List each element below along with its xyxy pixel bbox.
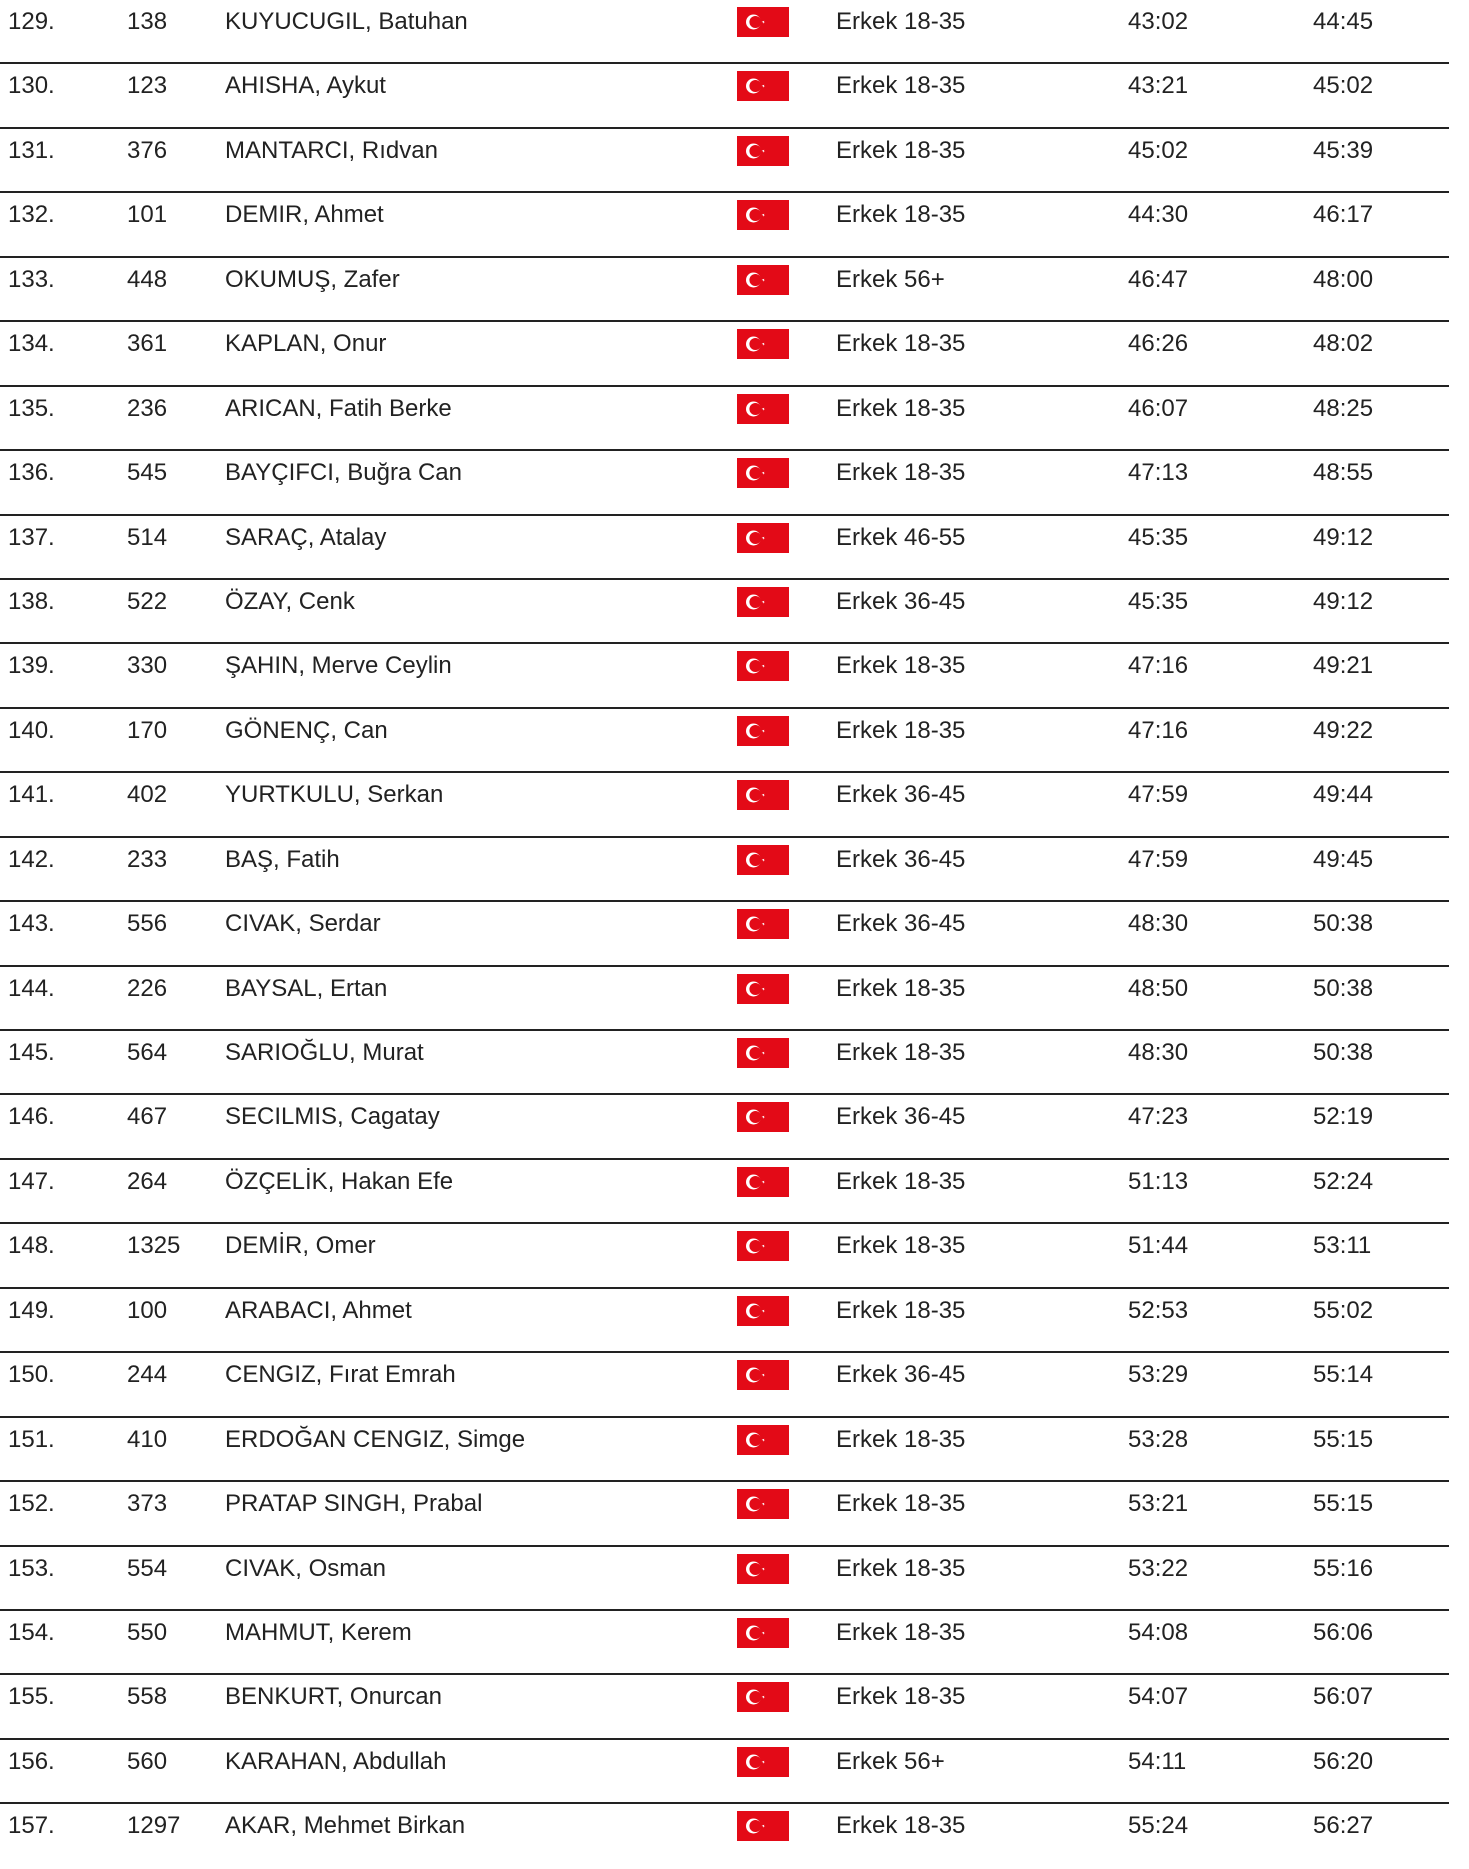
turkey-flag-icon xyxy=(737,1554,789,1584)
bib-cell: 560 xyxy=(127,1747,168,1775)
name-cell[interactable]: BAYÇIFCI, Buğra Can xyxy=(225,459,462,487)
time-cell-1: 51:13 xyxy=(1128,1167,1189,1195)
table-row[interactable] xyxy=(0,1160,1449,1224)
category-cell: Erkek 18-35 xyxy=(836,8,966,35)
bib-cell: 101 xyxy=(127,201,168,229)
time-cell-2: 55:02 xyxy=(1313,1296,1374,1324)
turkey-flag-icon xyxy=(737,1360,789,1390)
table-row[interactable] xyxy=(0,322,1449,386)
name-cell[interactable]: BAYSAL, Ertan xyxy=(225,974,388,1002)
turkey-flag-icon xyxy=(737,7,789,37)
bib-cell: 1297 xyxy=(127,1812,181,1840)
name-cell[interactable]: AHISHA, Aykut xyxy=(225,72,386,100)
turkey-flag-icon xyxy=(737,329,789,359)
turkey-flag-icon xyxy=(737,716,789,746)
turkey-flag-icon xyxy=(737,1747,789,1777)
time-cell-2: 56:06 xyxy=(1313,1618,1374,1646)
time-cell-2: 50:38 xyxy=(1313,974,1374,1002)
name-cell[interactable]: ARABACI, Ahmet xyxy=(225,1296,412,1324)
time-cell-2: 48:00 xyxy=(1313,265,1374,293)
turkey-flag-icon xyxy=(737,780,789,810)
time-cell-1: 47:23 xyxy=(1128,1103,1189,1131)
bib-cell: 233 xyxy=(127,845,168,873)
rank-cell: 138. xyxy=(8,587,55,615)
table-row[interactable] xyxy=(0,1675,1449,1739)
turkey-flag-icon xyxy=(737,71,789,101)
rank-cell: 149. xyxy=(8,1296,55,1324)
time-cell-2: 56:27 xyxy=(1313,1812,1374,1840)
table-row[interactable] xyxy=(0,1611,1449,1675)
name-cell[interactable]: MAHMUT, Kerem xyxy=(225,1618,412,1646)
time-cell-2: 48:25 xyxy=(1313,394,1374,422)
rank-cell: 142. xyxy=(8,845,55,873)
category-cell: Erkek 36-45 xyxy=(836,1103,966,1131)
turkey-flag-icon xyxy=(737,1038,789,1068)
name-cell[interactable]: ERDOĞAN CENGIZ, Simge xyxy=(225,1425,526,1453)
name-cell[interactable]: CIVAK, Serdar xyxy=(225,910,381,938)
time-cell-1: 45:02 xyxy=(1128,136,1189,164)
name-cell[interactable]: OKUMUŞ, Zafer xyxy=(225,265,400,293)
category-cell: Erkek 36-45 xyxy=(836,781,966,809)
name-cell[interactable]: ARICAN, Fatih Berke xyxy=(225,394,452,422)
time-cell-2: 55:14 xyxy=(1313,1361,1374,1389)
bib-cell: 373 xyxy=(127,1490,168,1518)
bib-cell: 100 xyxy=(127,1296,168,1324)
time-cell-2: 56:07 xyxy=(1313,1683,1374,1711)
category-cell: Erkek 18-35 xyxy=(836,1554,966,1582)
category-cell: Erkek 18-35 xyxy=(836,1167,966,1195)
category-cell: Erkek 18-35 xyxy=(836,1039,966,1066)
time-cell-2: 45:39 xyxy=(1313,136,1374,164)
name-cell[interactable]: ÖZÇELİK, Hakan Efe xyxy=(225,1167,454,1195)
time-cell-1: 54:08 xyxy=(1128,1618,1189,1646)
category-cell: Erkek 36-45 xyxy=(836,910,966,938)
time-cell-2: 56:20 xyxy=(1313,1747,1374,1775)
turkey-flag-icon xyxy=(737,1102,789,1132)
time-cell-2: 48:55 xyxy=(1313,459,1374,487)
bib-cell: 402 xyxy=(127,781,168,809)
category-cell: Erkek 18-35 xyxy=(836,72,966,100)
time-cell-1: 43:02 xyxy=(1128,8,1189,35)
time-cell-1: 46:26 xyxy=(1128,330,1189,358)
table-row[interactable] xyxy=(0,1547,1449,1611)
name-cell[interactable]: DEMİR, Omer xyxy=(225,1232,376,1260)
time-cell-2: 49:44 xyxy=(1313,781,1374,809)
turkey-flag-icon xyxy=(737,651,789,681)
name-cell[interactable]: SARIOĞLU, Murat xyxy=(225,1039,424,1066)
turkey-flag-icon xyxy=(737,523,789,553)
time-cell-1: 54:07 xyxy=(1128,1683,1189,1711)
turkey-flag-icon xyxy=(737,909,789,939)
category-cell: Erkek 18-35 xyxy=(836,1296,966,1324)
bib-cell: 123 xyxy=(127,72,168,100)
name-cell[interactable]: GÖNENÇ, Can xyxy=(225,716,388,744)
time-cell-1: 53:28 xyxy=(1128,1425,1189,1453)
time-cell-1: 44:30 xyxy=(1128,201,1189,229)
time-cell-2: 52:19 xyxy=(1313,1103,1374,1131)
table-row[interactable] xyxy=(0,1804,1449,1868)
rank-cell: 143. xyxy=(8,910,55,938)
rank-cell: 135. xyxy=(8,394,55,422)
time-cell-2: 46:17 xyxy=(1313,201,1374,229)
table-row[interactable] xyxy=(0,967,1449,1031)
category-cell: Erkek 18-35 xyxy=(836,974,966,1002)
rank-cell: 147. xyxy=(8,1167,55,1195)
turkey-flag-icon xyxy=(737,1554,789,1584)
time-cell-1: 46:07 xyxy=(1128,394,1189,422)
turkey-flag-icon xyxy=(737,200,789,230)
turkey-flag-icon xyxy=(737,780,789,810)
turkey-flag-icon xyxy=(737,1038,789,1068)
name-cell[interactable]: MANTARCI, Rıdvan xyxy=(225,136,438,164)
rank-cell: 152. xyxy=(8,1490,55,1518)
time-cell-1: 47:16 xyxy=(1128,652,1189,680)
name-cell[interactable]: CIVAK, Osman xyxy=(225,1554,386,1582)
bib-cell: 550 xyxy=(127,1618,168,1646)
table-row[interactable] xyxy=(0,580,1449,644)
turkey-flag-icon xyxy=(737,1296,789,1326)
table-row[interactable] xyxy=(0,1289,1449,1353)
table-row[interactable] xyxy=(0,1740,1449,1804)
name-cell[interactable]: KUYUCUGIL, Batuhan xyxy=(225,8,468,35)
category-cell: Erkek 18-35 xyxy=(836,1618,966,1646)
bib-cell: 564 xyxy=(127,1039,168,1066)
category-cell: Erkek 18-35 xyxy=(836,330,966,358)
name-cell[interactable]: BENKURT, Onurcan xyxy=(225,1683,442,1711)
turkey-flag-icon xyxy=(737,845,789,875)
category-cell: Erkek 18-35 xyxy=(836,201,966,229)
time-cell-1: 43:21 xyxy=(1128,72,1189,100)
turkey-flag-icon xyxy=(737,200,789,230)
rank-cell: 136. xyxy=(8,459,55,487)
rank-cell: 130. xyxy=(8,72,55,100)
rank-cell: 154. xyxy=(8,1618,55,1646)
turkey-flag-icon xyxy=(737,1682,789,1712)
rank-cell: 141. xyxy=(8,781,55,809)
category-cell: Erkek 18-35 xyxy=(836,1490,966,1518)
turkey-flag-icon xyxy=(737,1682,789,1712)
bib-cell: 467 xyxy=(127,1103,168,1131)
bib-cell: 522 xyxy=(127,587,168,615)
table-row[interactable] xyxy=(0,1224,1449,1288)
turkey-flag-icon xyxy=(737,136,789,166)
name-cell[interactable]: KARAHAN, Abdullah xyxy=(225,1747,447,1775)
time-cell-1: 45:35 xyxy=(1128,523,1189,551)
name-cell[interactable]: DEMIR, Ahmet xyxy=(225,201,384,229)
turkey-flag-icon xyxy=(737,974,789,1004)
turkey-flag-icon xyxy=(737,974,789,1004)
turkey-flag-icon xyxy=(737,458,789,488)
table-row[interactable] xyxy=(0,258,1449,322)
table-row[interactable] xyxy=(0,1418,1449,1482)
rank-cell: 145. xyxy=(8,1039,55,1066)
turkey-flag-icon xyxy=(737,1102,789,1132)
category-cell: Erkek 18-35 xyxy=(836,394,966,422)
turkey-flag-icon xyxy=(737,71,789,101)
table-row[interactable] xyxy=(0,129,1449,193)
table-row[interactable] xyxy=(0,709,1449,773)
category-cell: Erkek 18-35 xyxy=(836,1425,966,1453)
bib-cell: 1325 xyxy=(127,1232,181,1260)
time-cell-1: 54:11 xyxy=(1128,1747,1187,1775)
turkey-flag-icon xyxy=(737,1360,789,1390)
table-row[interactable] xyxy=(0,387,1449,451)
name-cell[interactable]: PRATAP SINGH, Prabal xyxy=(225,1490,483,1518)
name-cell[interactable]: YURTKULU, Serkan xyxy=(225,781,444,809)
rank-cell: 140. xyxy=(8,716,55,744)
time-cell-2: 49:12 xyxy=(1313,523,1374,551)
table-row[interactable] xyxy=(0,1353,1449,1417)
turkey-flag-icon xyxy=(737,587,789,617)
turkey-flag-icon xyxy=(737,458,789,488)
table-row[interactable] xyxy=(0,516,1449,580)
rank-cell: 137. xyxy=(8,523,55,551)
name-cell[interactable]: AKAR, Mehmet Birkan xyxy=(225,1812,466,1840)
rank-cell: 129. xyxy=(8,8,55,35)
rank-cell: 156. xyxy=(8,1747,55,1775)
name-cell[interactable]: SARAÇ, Atalay xyxy=(225,523,387,551)
turkey-flag-icon xyxy=(737,587,789,617)
rank-cell: 132. xyxy=(8,201,55,229)
time-cell-2: 55:16 xyxy=(1313,1554,1374,1582)
category-cell: Erkek 18-35 xyxy=(836,1232,966,1260)
turkey-flag-icon xyxy=(737,7,789,37)
turkey-flag-icon xyxy=(737,1231,789,1261)
rank-cell: 144. xyxy=(8,974,55,1002)
bib-cell: 244 xyxy=(127,1361,168,1389)
turkey-flag-icon xyxy=(737,1489,789,1519)
rank-cell: 134. xyxy=(8,330,55,358)
category-cell: Erkek 46-55 xyxy=(836,523,966,551)
bib-cell: 264 xyxy=(127,1167,168,1195)
bib-cell: 448 xyxy=(127,265,168,293)
table-row[interactable] xyxy=(0,193,1449,257)
time-cell-2: 45:02 xyxy=(1313,72,1374,100)
time-cell-1: 51:44 xyxy=(1128,1232,1189,1260)
rank-cell: 151. xyxy=(8,1425,55,1453)
time-cell-2: 49:12 xyxy=(1313,587,1374,615)
bib-cell: 558 xyxy=(127,1683,168,1711)
category-cell: Erkek 18-35 xyxy=(836,136,966,164)
time-cell-1: 53:22 xyxy=(1128,1554,1189,1582)
time-cell-1: 47:13 xyxy=(1128,459,1189,487)
turkey-flag-icon xyxy=(737,1425,789,1455)
turkey-flag-icon xyxy=(737,1618,789,1648)
rank-cell: 146. xyxy=(8,1103,55,1131)
turkey-flag-icon xyxy=(737,1167,789,1197)
bib-cell: 514 xyxy=(127,523,168,551)
turkey-flag-icon xyxy=(737,1425,789,1455)
turkey-flag-icon xyxy=(737,523,789,553)
bib-cell: 556 xyxy=(127,910,168,938)
category-cell: Erkek 18-35 xyxy=(836,716,966,744)
name-cell[interactable]: BAŞ, Fatih xyxy=(225,845,340,873)
name-cell[interactable]: CENGIZ, Fırat Emrah xyxy=(225,1361,456,1389)
bib-cell: 410 xyxy=(127,1425,168,1453)
time-cell-2: 53:11 xyxy=(1313,1232,1372,1260)
name-cell[interactable]: ÖZAY, Cenk xyxy=(225,587,355,615)
category-cell: Erkek 18-35 xyxy=(836,1812,966,1840)
turkey-flag-icon xyxy=(737,716,789,746)
category-cell: Erkek 18-35 xyxy=(836,459,966,487)
time-cell-1: 48:30 xyxy=(1128,910,1189,938)
bib-cell: 226 xyxy=(127,974,168,1002)
time-cell-2: 52:24 xyxy=(1313,1167,1374,1195)
rank-cell: 157. xyxy=(8,1812,55,1840)
time-cell-1: 47:59 xyxy=(1128,781,1189,809)
time-cell-2: 55:15 xyxy=(1313,1490,1374,1518)
turkey-flag-icon xyxy=(737,1489,789,1519)
turkey-flag-icon xyxy=(737,394,789,424)
rank-cell: 155. xyxy=(8,1683,55,1711)
table-row[interactable] xyxy=(0,1482,1449,1546)
table-row[interactable] xyxy=(0,644,1449,708)
time-cell-1: 48:30 xyxy=(1128,1039,1189,1066)
table-row[interactable] xyxy=(0,0,1449,64)
bib-cell: 554 xyxy=(127,1554,168,1582)
category-cell: Erkek 18-35 xyxy=(836,1683,966,1711)
time-cell-2: 49:45 xyxy=(1313,845,1374,873)
category-cell: Erkek 36-45 xyxy=(836,845,966,873)
time-cell-1: 47:59 xyxy=(1128,845,1189,873)
time-cell-2: 48:02 xyxy=(1313,330,1374,358)
turkey-flag-icon xyxy=(737,845,789,875)
turkey-flag-icon xyxy=(737,909,789,939)
turkey-flag-icon xyxy=(737,1296,789,1326)
time-cell-1: 55:24 xyxy=(1128,1812,1189,1840)
turkey-flag-icon xyxy=(737,1167,789,1197)
table-row[interactable] xyxy=(0,838,1449,902)
time-cell-2: 55:15 xyxy=(1313,1425,1374,1453)
turkey-flag-icon xyxy=(737,265,789,295)
bib-cell: 170 xyxy=(127,716,168,744)
time-cell-2: 49:22 xyxy=(1313,716,1374,744)
turkey-flag-icon xyxy=(737,1618,789,1648)
turkey-flag-icon xyxy=(737,1811,789,1841)
time-cell-1: 45:35 xyxy=(1128,587,1189,615)
category-cell: Erkek 36-45 xyxy=(836,1361,966,1389)
turkey-flag-icon xyxy=(737,651,789,681)
turkey-flag-icon xyxy=(737,265,789,295)
name-cell[interactable]: SECILMIS, Cagatay xyxy=(225,1103,440,1131)
time-cell-2: 49:21 xyxy=(1313,652,1374,680)
time-cell-2: 44:45 xyxy=(1313,8,1374,35)
bib-cell: 376 xyxy=(127,136,168,164)
name-cell[interactable]: ŞAHIN, Merve Ceylin xyxy=(225,652,452,680)
rank-cell: 131. xyxy=(8,136,55,164)
time-cell-1: 53:29 xyxy=(1128,1361,1189,1389)
table-row[interactable] xyxy=(0,902,1449,966)
name-cell[interactable]: KAPLAN, Onur xyxy=(225,330,387,358)
table-row[interactable] xyxy=(0,64,1449,128)
turkey-flag-icon xyxy=(737,1811,789,1841)
time-cell-1: 52:53 xyxy=(1128,1296,1189,1324)
time-cell-1: 46:47 xyxy=(1128,265,1189,293)
bib-cell: 361 xyxy=(127,330,168,358)
table-row[interactable] xyxy=(0,451,1449,515)
turkey-flag-icon xyxy=(737,1231,789,1261)
time-cell-2: 50:38 xyxy=(1313,1039,1374,1066)
time-cell-1: 53:21 xyxy=(1128,1490,1189,1518)
category-cell: Erkek 56+ xyxy=(836,1747,945,1775)
rank-cell: 153. xyxy=(8,1554,55,1582)
time-cell-2: 50:38 xyxy=(1313,910,1374,938)
category-cell: Erkek 18-35 xyxy=(836,652,966,680)
time-cell-1: 47:16 xyxy=(1128,716,1189,744)
bib-cell: 545 xyxy=(127,459,168,487)
rank-cell: 133. xyxy=(8,265,55,293)
table-row[interactable] xyxy=(0,1095,1449,1159)
rank-cell: 139. xyxy=(8,652,55,680)
turkey-flag-icon xyxy=(737,1747,789,1777)
rank-cell: 148. xyxy=(8,1232,55,1260)
table-row[interactable] xyxy=(0,773,1449,837)
rank-cell: 150. xyxy=(8,1361,55,1389)
turkey-flag-icon xyxy=(737,394,789,424)
bib-cell: 236 xyxy=(127,394,168,422)
table-row[interactable] xyxy=(0,1031,1449,1095)
bib-cell: 138 xyxy=(127,8,168,35)
bib-cell: 330 xyxy=(127,652,168,680)
turkey-flag-icon xyxy=(737,136,789,166)
turkey-flag-icon xyxy=(737,329,789,359)
time-cell-1: 48:50 xyxy=(1128,974,1189,1002)
category-cell: Erkek 36-45 xyxy=(836,587,966,615)
category-cell: Erkek 56+ xyxy=(836,265,945,293)
